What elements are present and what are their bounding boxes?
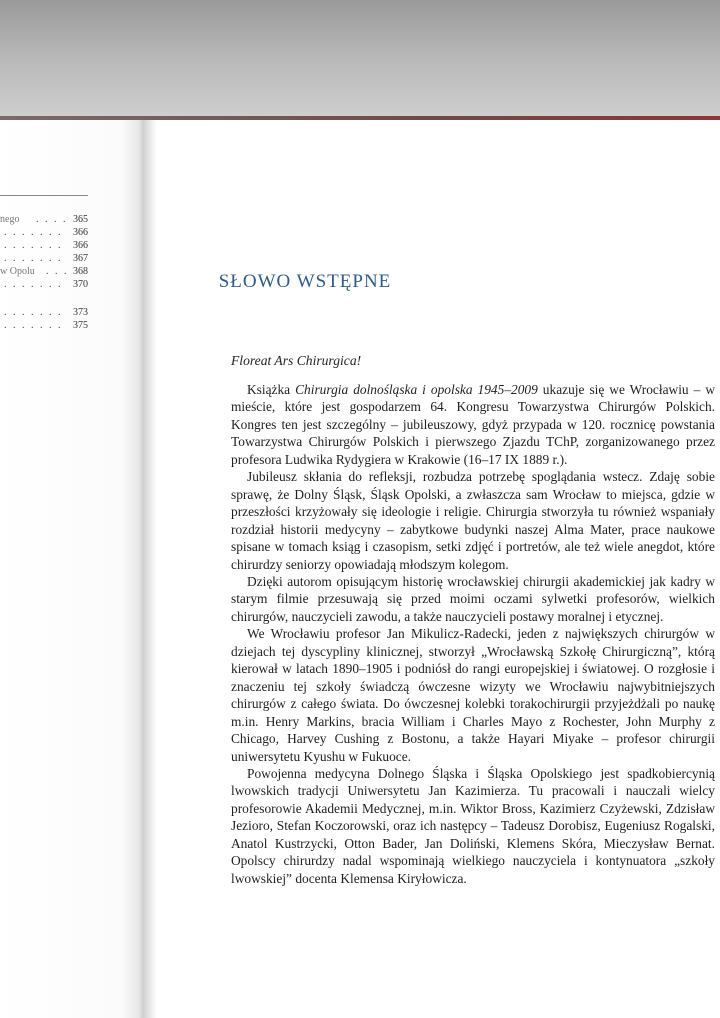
toc-page-number: 366 <box>73 240 88 251</box>
left-page <box>0 120 143 1018</box>
toc-leader: . . . . <box>36 214 68 225</box>
book-title: Chirurgia dolnośląska i opolska 1945–2009 <box>295 382 538 397</box>
toc-leader: . . . . . . . <box>4 307 63 318</box>
toc-page-number: 368 <box>73 266 88 277</box>
book-gutter <box>143 120 157 1018</box>
toc-row <box>0 306 92 319</box>
toc-page-number: 367 <box>73 253 88 264</box>
paragraph: Dzięki autorom opisującym historię wrocławskiej chirurgii akademickiej jak kadry w starym filmie przesuwają się przed moimi oczami sylwetki profesorów, wielkich chirurgów, nauczycieli zawodu, a także nauczycieli postawy moralnej i etycznej. <box>231 573 715 624</box>
toc-row <box>0 239 92 252</box>
paragraph-text: ukazuje się we Wrocławiu – w mieście, które jest gospodarzem 64. Kongresu Towarzystwa Chirurgów Polskich. Kongres ten jest szczególny – jubileuszowy, gdyż przypada w 120. rocznicę powstania Towarzystwa Chirurgów Polskich i pierwszego Zjazdu TChP, zorganizowanego przez profesora Ludwika Rydygiera w Krakowie (16–17 IX 1889 r.). <box>231 382 715 467</box>
toc-page-number: 373 <box>73 307 88 318</box>
paragraph: Powojenna medycyna Dolnego Śląska i Śląska Opolskiego jest spadkobiercynią lwowskich tradycji Uniwersytetu Jan Kazimierza. Tu pracowali i nauczali wielcy profesorowie Akademii Medycznej, m.in. Wiktor Bross, Kazimierz Czyżewski, Zdzisław Jezioro, Stefan Koczorowski, oraz ich następcy – Tadeusz Dorobisz, Eugeniusz Rogalski, Anatol Kustrzycki, Otton Bader, Jan Doliński, Klemens Skóra, Mieczysław Bernat. Opolscy chirurdzy nadal wspominają wielkiego nauczyciela i kontynuatora „szkoły lwowskiej” docenta Klemensa Kiryłowicza. <box>231 765 715 886</box>
paragraph <box>231 381 715 468</box>
toc-leader: . . . . . . . <box>4 279 63 290</box>
toc-label: w Opolu <box>0 266 35 277</box>
toc-page-number: 370 <box>73 279 88 290</box>
toc-leader: . . . . . . . <box>4 240 63 251</box>
page-title: SŁOWO WSTĘPNE <box>218 271 392 292</box>
toc-page-number: 366 <box>73 227 88 238</box>
toc-leader: . . . . . . . <box>4 253 63 264</box>
toc-row <box>0 319 92 332</box>
motto: Floreat Ars Chirurgica! <box>231 353 362 368</box>
toc-page-number: 375 <box>73 320 88 331</box>
paragraph: Jubileusz skłania do refleksji, rozbudza potrzebę spoglądania wstecz. Zdaję sobie sprawę, że Dolny Śląsk, Śląsk Opolski, a zwłaszcza sam Wrocław to miejsca, gdzie w przeszłości krzyżowały się ideologie i religie. Chirurgia stworzyła tu również wspaniały rozdział historii medycyny – zabytkowe budynki naszej Alma Mater, prace naukowe spisane w tomach ksiąg i czasopism, setki zdjęć i portretów, ale też wiele anegdot, które chirurdzy seniorzy opowiadają młodszym kolegom. <box>231 469 715 572</box>
paragraph-text: Książka <box>247 382 296 397</box>
toc-row <box>0 252 92 265</box>
toc-row <box>0 213 92 226</box>
body-text <box>231 381 715 887</box>
paragraph: We Wrocławiu profesor Jan Mikulicz-Radecki, jeden z największych chirurgów w dziejach tej dyscypliny klinicznej, stworzył „Wrocławską Szkołę Chirurgiczną”, którą kierował w latach 1890–1905 i podniósł do rangi europejskiej i światowej. O rozgłosie i znaczeniu tej szkoły świadczą ówczesne wizyty we Wrocławiu najwybitniejszych chirurgów z całego świata. Do ówczesnej kolebki torakochirurgii przyjeżdżali po naukę m.in. Henry Markins, bracia William i Charles Mayo z Rochester, John Murphy z Chicago, Harvey Cushing z Bostonu, a także Hayari Miyake – profesor chirurgii uniwersytetu Kyushu w Fukuoce. <box>231 626 715 764</box>
toc-leader: . . . <box>46 266 69 277</box>
toc-divider <box>0 195 88 196</box>
toc-label: nego <box>0 214 20 225</box>
toc-leader: . . . . . . . <box>4 320 63 331</box>
toc-leader: . . . . . . . <box>4 227 63 238</box>
toc-row <box>0 226 92 239</box>
toc-page-number: 365 <box>73 214 88 225</box>
